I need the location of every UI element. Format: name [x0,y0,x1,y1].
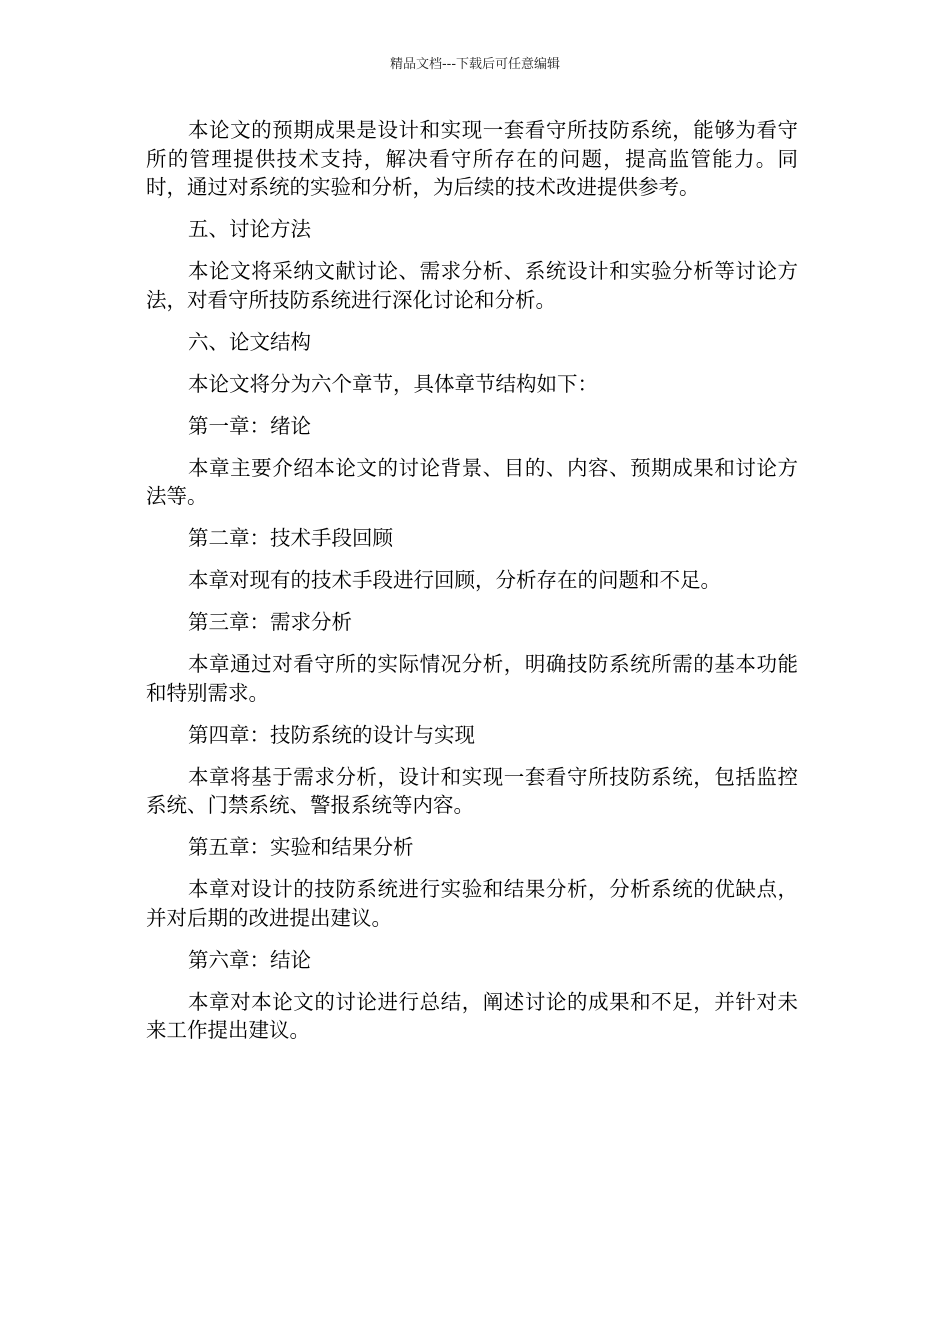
chapter-3-description: 本章通过对看守所的实际情况分析，明确技防系统所需的基本功能和特别需求。 [146,652,798,705]
paragraph-research-methods: 本论文将采纳文献讨论、需求分析、系统设计和实验分析等讨论方法，对看守所技防系统进行深化讨论和分析。 [146,259,798,312]
chapter-2-title: 第二章：技术手段回顾 [188,526,393,550]
chapter-6-title: 第六章：结论 [188,947,311,972]
heading-thesis-structure: 六、论文结构 [188,329,311,354]
heading-research-methods: 五、讨论方法 [188,217,311,241]
paragraph-structure-intro: 本论文将分为六个章节，具体章节结构如下： [188,371,598,396]
chapter-3-title: 第三章：需求分析 [188,610,352,634]
paragraph-expected-results: 本论文的预期成果是设计和实现一套看守所技防系统，能够为看守所的管理提供技术支持，解决看守所存在的问题，提高监管能力。同时，通过对系统的实验和分析，为后续的技术改进提供参考。 [146,118,798,199]
chapter-1-title: 第一章：绪论 [188,413,311,438]
chapter-4-title: 第四章：技防系统的设计与实现 [188,722,475,747]
chapter-5-description: 本章对设计的技防系统进行实验和结果分析，分析系统的优缺点，并对后期的改进提出建议。 [146,877,798,930]
document-body [146,116,798,1058]
page-header: 精品文档---下载后可任意编辑 [389,57,561,72]
chapter-2-description: 本章对现有的技术手段进行回顾，分析存在的问题和不足。 [188,568,721,592]
chapter-6-description: 本章对本论文的讨论进行总结，阐述讨论的成果和不足，并针对未来工作提出建议。 [146,989,798,1042]
chapter-4-description: 本章将基于需求分析，设计和实现一套看守所技防系统，包括监控系统、门禁系统、警报系统等内容。 [146,764,798,817]
chapter-1-description: 本章主要介绍本论文的讨论背景、目的、内容、预期成果和讨论方法等。 [146,455,798,508]
chapter-5-title: 第五章：实验和结果分析 [188,835,414,859]
